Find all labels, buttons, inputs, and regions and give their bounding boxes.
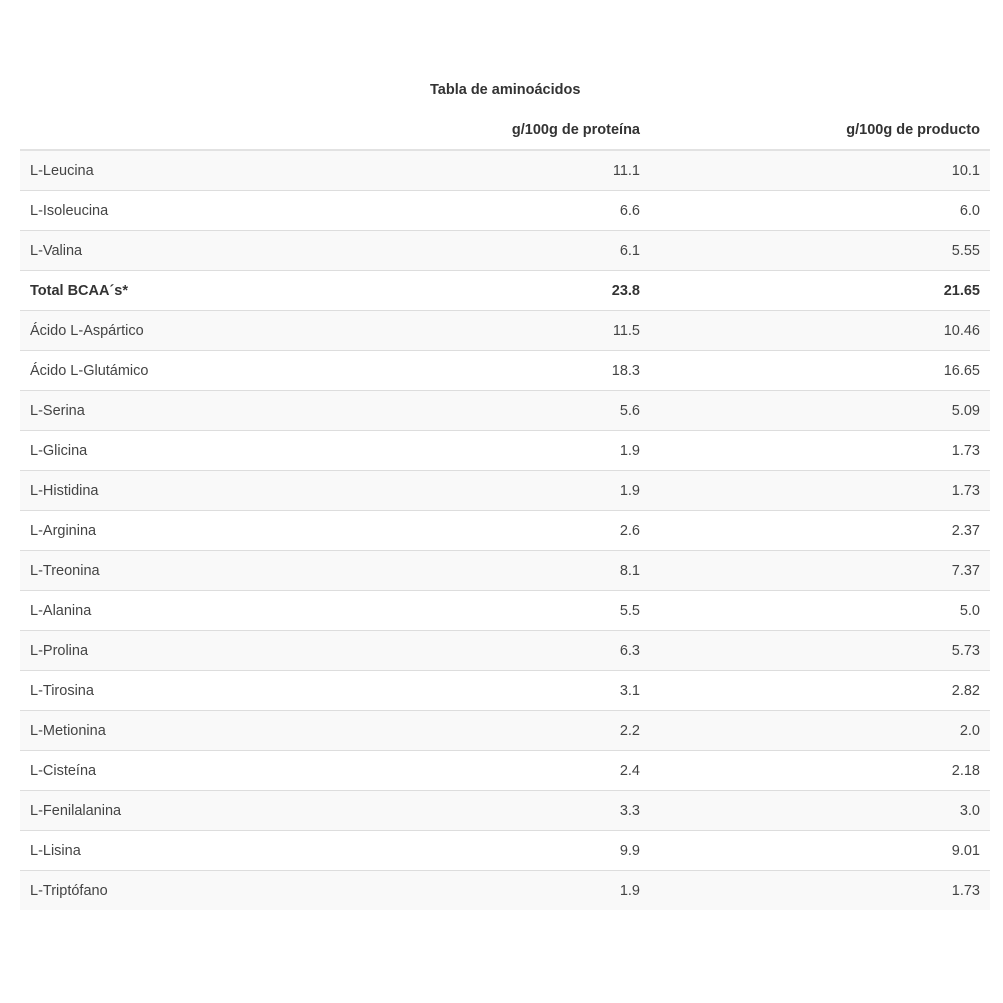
table-row xyxy=(20,231,990,271)
protein-value: 5.6 xyxy=(390,391,650,431)
amino-acid-name: L-Serina xyxy=(20,391,390,431)
table-row xyxy=(20,551,990,591)
product-value: 2.37 xyxy=(650,511,990,551)
table-row xyxy=(20,791,990,831)
product-value: 5.0 xyxy=(650,591,990,631)
amino-acid-table-section xyxy=(20,70,990,910)
amino-acid-name: L-Treonina xyxy=(20,551,390,591)
protein-value: 8.1 xyxy=(390,551,650,591)
product-value: 1.73 xyxy=(650,871,990,911)
table-header-row xyxy=(20,110,990,150)
protein-value: 11.1 xyxy=(390,150,650,191)
table-row xyxy=(20,631,990,671)
table-row xyxy=(20,191,990,231)
product-value: 2.82 xyxy=(650,671,990,711)
protein-value: 2.4 xyxy=(390,751,650,791)
table-row xyxy=(20,871,990,911)
product-value: 9.01 xyxy=(650,831,990,871)
product-value: 5.55 xyxy=(650,231,990,271)
product-value: 10.1 xyxy=(650,150,990,191)
header-product-column: g/100g de producto xyxy=(650,110,990,150)
amino-acid-name: Ácido L-Glutámico xyxy=(20,351,390,391)
table-row xyxy=(20,511,990,551)
protein-value: 3.3 xyxy=(390,791,650,831)
table-row xyxy=(20,471,990,511)
protein-value: 18.3 xyxy=(390,351,650,391)
amino-acid-name: L-Cisteína xyxy=(20,751,390,791)
amino-acid-name: L-Triptófano xyxy=(20,871,390,911)
amino-acid-name: L-Isoleucina xyxy=(20,191,390,231)
table-row xyxy=(20,751,990,791)
table-row xyxy=(20,150,990,191)
product-value: 16.65 xyxy=(650,351,990,391)
table-row xyxy=(20,311,990,351)
product-value: 7.37 xyxy=(650,551,990,591)
product-value: 1.73 xyxy=(650,431,990,471)
protein-value: 1.9 xyxy=(390,871,650,911)
product-value: 5.09 xyxy=(650,391,990,431)
protein-value: 6.6 xyxy=(390,191,650,231)
product-value: 6.0 xyxy=(650,191,990,231)
amino-acid-name: Ácido L-Aspártico xyxy=(20,311,390,351)
table-row xyxy=(20,591,990,631)
table-row xyxy=(20,431,990,471)
product-value: 21.65 xyxy=(650,271,990,311)
table-title: Tabla de aminoácidos xyxy=(430,82,581,98)
protein-value: 23.8 xyxy=(390,271,650,311)
table-body xyxy=(20,150,990,910)
protein-value: 2.2 xyxy=(390,711,650,751)
protein-value: 6.1 xyxy=(390,231,650,271)
amino-acid-name: L-Histidina xyxy=(20,471,390,511)
product-value: 10.46 xyxy=(650,311,990,351)
table-row xyxy=(20,671,990,711)
header-protein-column: g/100g de proteína xyxy=(390,110,650,150)
amino-acid-name: L-Fenilalanina xyxy=(20,791,390,831)
header-name-column xyxy=(20,110,390,150)
amino-acid-name: L-Glicina xyxy=(20,431,390,471)
protein-value: 9.9 xyxy=(390,831,650,871)
protein-value: 2.6 xyxy=(390,511,650,551)
amino-acid-name: L-Arginina xyxy=(20,511,390,551)
product-value: 1.73 xyxy=(650,471,990,511)
amino-acid-name: L-Tirosina xyxy=(20,671,390,711)
product-value: 2.18 xyxy=(650,751,990,791)
amino-acid-name: L-Leucina xyxy=(20,150,390,191)
table-row xyxy=(20,711,990,751)
amino-acid-name: L-Lisina xyxy=(20,831,390,871)
protein-value: 3.1 xyxy=(390,671,650,711)
amino-acid-name: Total BCAA´s* xyxy=(20,271,390,311)
amino-acid-name: L-Metionina xyxy=(20,711,390,751)
table-row xyxy=(20,391,990,431)
product-value: 5.73 xyxy=(650,631,990,671)
protein-value: 1.9 xyxy=(390,471,650,511)
product-value: 2.0 xyxy=(650,711,990,751)
protein-value: 6.3 xyxy=(390,631,650,671)
table-row xyxy=(20,831,990,871)
protein-value: 5.5 xyxy=(390,591,650,631)
amino-acid-name: L-Alanina xyxy=(20,591,390,631)
table-row-total xyxy=(20,271,990,311)
protein-value: 1.9 xyxy=(390,431,650,471)
protein-value: 11.5 xyxy=(390,311,650,351)
table-row xyxy=(20,351,990,391)
amino-acid-name: L-Valina xyxy=(20,231,390,271)
product-value: 3.0 xyxy=(650,791,990,831)
amino-acid-table xyxy=(20,110,990,910)
amino-acid-name: L-Prolina xyxy=(20,631,390,671)
